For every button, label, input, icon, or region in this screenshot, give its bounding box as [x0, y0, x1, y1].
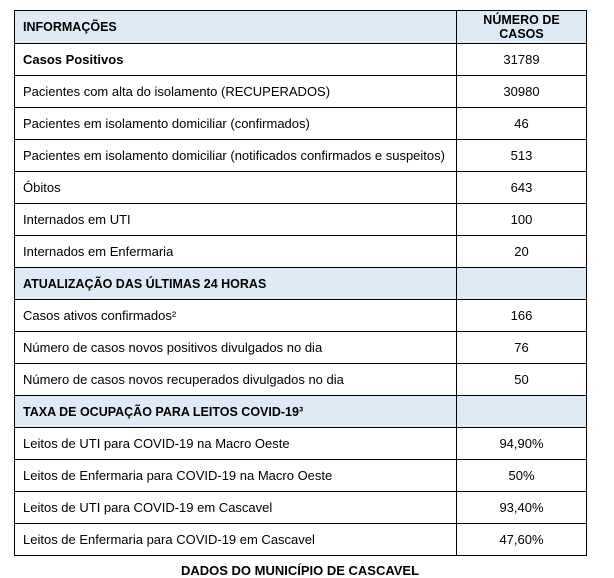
row-label: Leitos de Enfermaria para COVID-19 em Cascavel [15, 524, 457, 556]
table-row [15, 108, 587, 140]
covid-data-table [14, 10, 587, 556]
row-label: Óbitos [15, 172, 457, 204]
section-value-empty [457, 396, 587, 428]
row-value: 50 [457, 364, 587, 396]
row-value: 31789 [457, 44, 587, 76]
row-label: Número de casos novos recuperados divulgados no dia [15, 364, 457, 396]
row-value: 20 [457, 236, 587, 268]
row-value: 94,90% [457, 428, 587, 460]
row-value: 93,40% [457, 492, 587, 524]
table-row [15, 524, 587, 556]
row-value: 30980 [457, 76, 587, 108]
table-row [15, 428, 587, 460]
section-row-atualizacao-24-horas [15, 268, 587, 300]
header-cell-numero-de-casos: NÚMERO DE CASOS [457, 11, 587, 44]
table-row [15, 492, 587, 524]
row-value: 100 [457, 204, 587, 236]
row-label: Número de casos novos positivos divulgados no dia [15, 332, 457, 364]
table-row [15, 364, 587, 396]
table-caption: DADOS DO MUNICÍPIO DE CASCAVEL [180, 563, 420, 578]
table-row [15, 460, 587, 492]
table-row [15, 172, 587, 204]
table-header-row [15, 11, 587, 44]
row-label: Leitos de UTI para COVID-19 na Macro Oeste [15, 428, 457, 460]
row-value: 46 [457, 108, 587, 140]
section-value-empty [457, 268, 587, 300]
row-value: 50% [457, 460, 587, 492]
row-value: 166 [457, 300, 587, 332]
row-label: Pacientes em isolamento domiciliar (notificados confirmados e suspeitos) [15, 140, 457, 172]
table-row [15, 44, 587, 76]
section-label: ATUALIZAÇÃO DAS ÚLTIMAS 24 HORAS [15, 268, 457, 300]
row-label: Casos Positivos [15, 44, 457, 76]
row-label: Pacientes com alta do isolamento (RECUPERADOS) [15, 76, 457, 108]
row-label: Leitos de Enfermaria para COVID-19 na Macro Oeste [15, 460, 457, 492]
table-row [15, 300, 587, 332]
row-label: Leitos de UTI para COVID-19 em Cascavel [15, 492, 457, 524]
table-row [15, 76, 587, 108]
section-row-taxa-ocupacao-leitos [15, 396, 587, 428]
section-label: TAXA DE OCUPAÇÃO PARA LEITOS COVID-19³ [15, 396, 457, 428]
row-label: Internados em Enfermaria [15, 236, 457, 268]
row-label: Casos ativos confirmados² [15, 300, 457, 332]
row-label: Pacientes em isolamento domiciliar (confirmados) [15, 108, 457, 140]
table-row [15, 140, 587, 172]
header-cell-informacoes: INFORMAÇÕES [15, 11, 457, 44]
row-value: 513 [457, 140, 587, 172]
table-row [15, 204, 587, 236]
row-value: 47,60% [457, 524, 587, 556]
row-value: 76 [457, 332, 587, 364]
row-label: Internados em UTI [15, 204, 457, 236]
table-row [15, 236, 587, 268]
table-row [15, 332, 587, 364]
row-value: 643 [457, 172, 587, 204]
